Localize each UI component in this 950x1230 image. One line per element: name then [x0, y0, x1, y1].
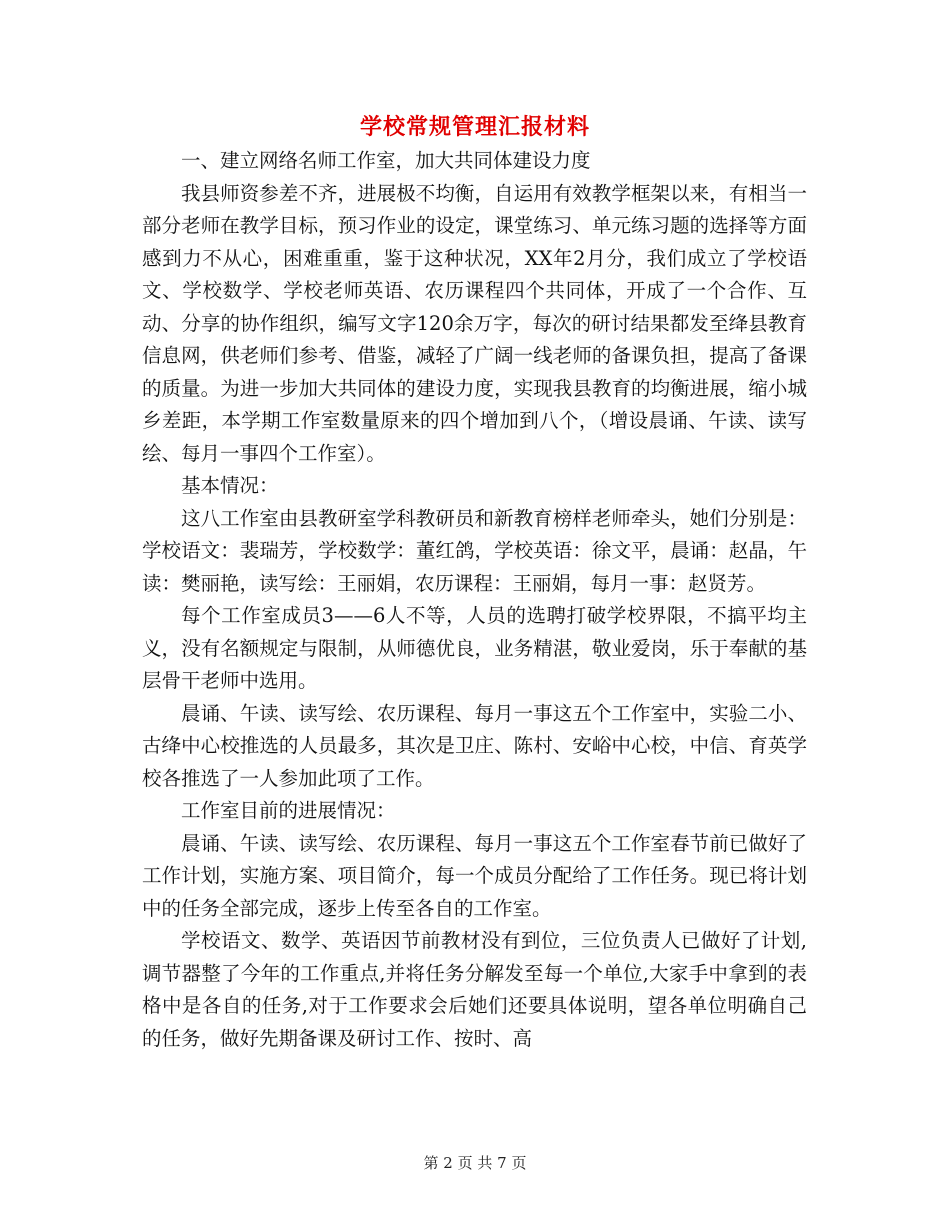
paragraph: 每个工作室成员3——6人不等，人员的选聘打破学校界限，不搞平均主义，没有名额规定与限制，从师德优良，业务精湛，敬业爱岗，乐于奉献的基层骨干老师中选用。 — [142, 604, 807, 692]
paragraph: 我县师资参差不齐，进展极不均衡，自运用有效教学框架以来，有相当一部分老师在教学目标，预习作业的设定，课堂练习、单元练习题的选择等方面感到力不从心，困难重重，鉴于这种状况，XX年2月分，我们成立了学校语文、学校数学、学校老师英语、农历课程四个共同体，开成了一个合作、互动、分享的协作组织，编写文字120余万字，每次的研讨结果都发至绛县教育信息网，供老师们参考、借鉴，减轻了广阔一线老师的备课负担，提高了备课的质量。为进一步加大共同体的建设力度，实现我县教育的均衡进展，缩小城乡差距，本学期工作室数量原来的四个增加到八个，（增设晨诵、午读、读写绘、每月一事四个工作室）。 — [142, 181, 807, 465]
paragraph: 学校语文、数学、英语因节前教材没有到位，三位负责人已做好了计划,调节器整了今年的工作重点,并将任务分解发至每一个单位,大家手中拿到的表格中是各自的任务,对于工作要求会后她们还要具体说明，望各单位明确自己的任务，做好先期备课及研讨工作、按时、高 — [142, 929, 807, 1050]
paragraph: 这八工作室由县教研室学科教研员和新教育榜样老师牵头，她们分别是：学校语文：裴瑞芳，学校数学：董红鸽，学校英语：徐文平，晨诵：赵晶，午读：樊丽艳，读写绘：王丽娟，农历课程：王丽娟，每月一事：赵贤芳。 — [142, 506, 807, 595]
subheading-progress: 工作室目前的进展情况： — [181, 799, 396, 822]
subheading-basic-situation: 基本情况： — [181, 474, 279, 497]
document-body — [142, 145, 807, 1055]
page-number-footer: 第 2 页 共 7 页 — [423, 1154, 527, 1172]
section-heading: 一、建立网络名师工作室，加大共同体建设力度 — [181, 149, 591, 172]
paragraph: 晨诵、午读、读写绘、农历课程、每月一事这五个工作室春节前已做好了工作计划，实施方案、项目简介，每一个成员分配给了工作任务。现已将计划中的任务全部完成，逐步上传至各自的工作室。 — [142, 831, 807, 920]
paragraph: 晨诵、午读、读写绘、农历课程、每月一事这五个工作室中，实验二小、古绛中心校推选的人员最多，其次是卫庄、陈村、安峪中心校，中信、育英学校各推选了一人参加此项了工作。 — [142, 701, 807, 790]
document-title: 学校常规管理汇报材料 — [359, 114, 590, 140]
